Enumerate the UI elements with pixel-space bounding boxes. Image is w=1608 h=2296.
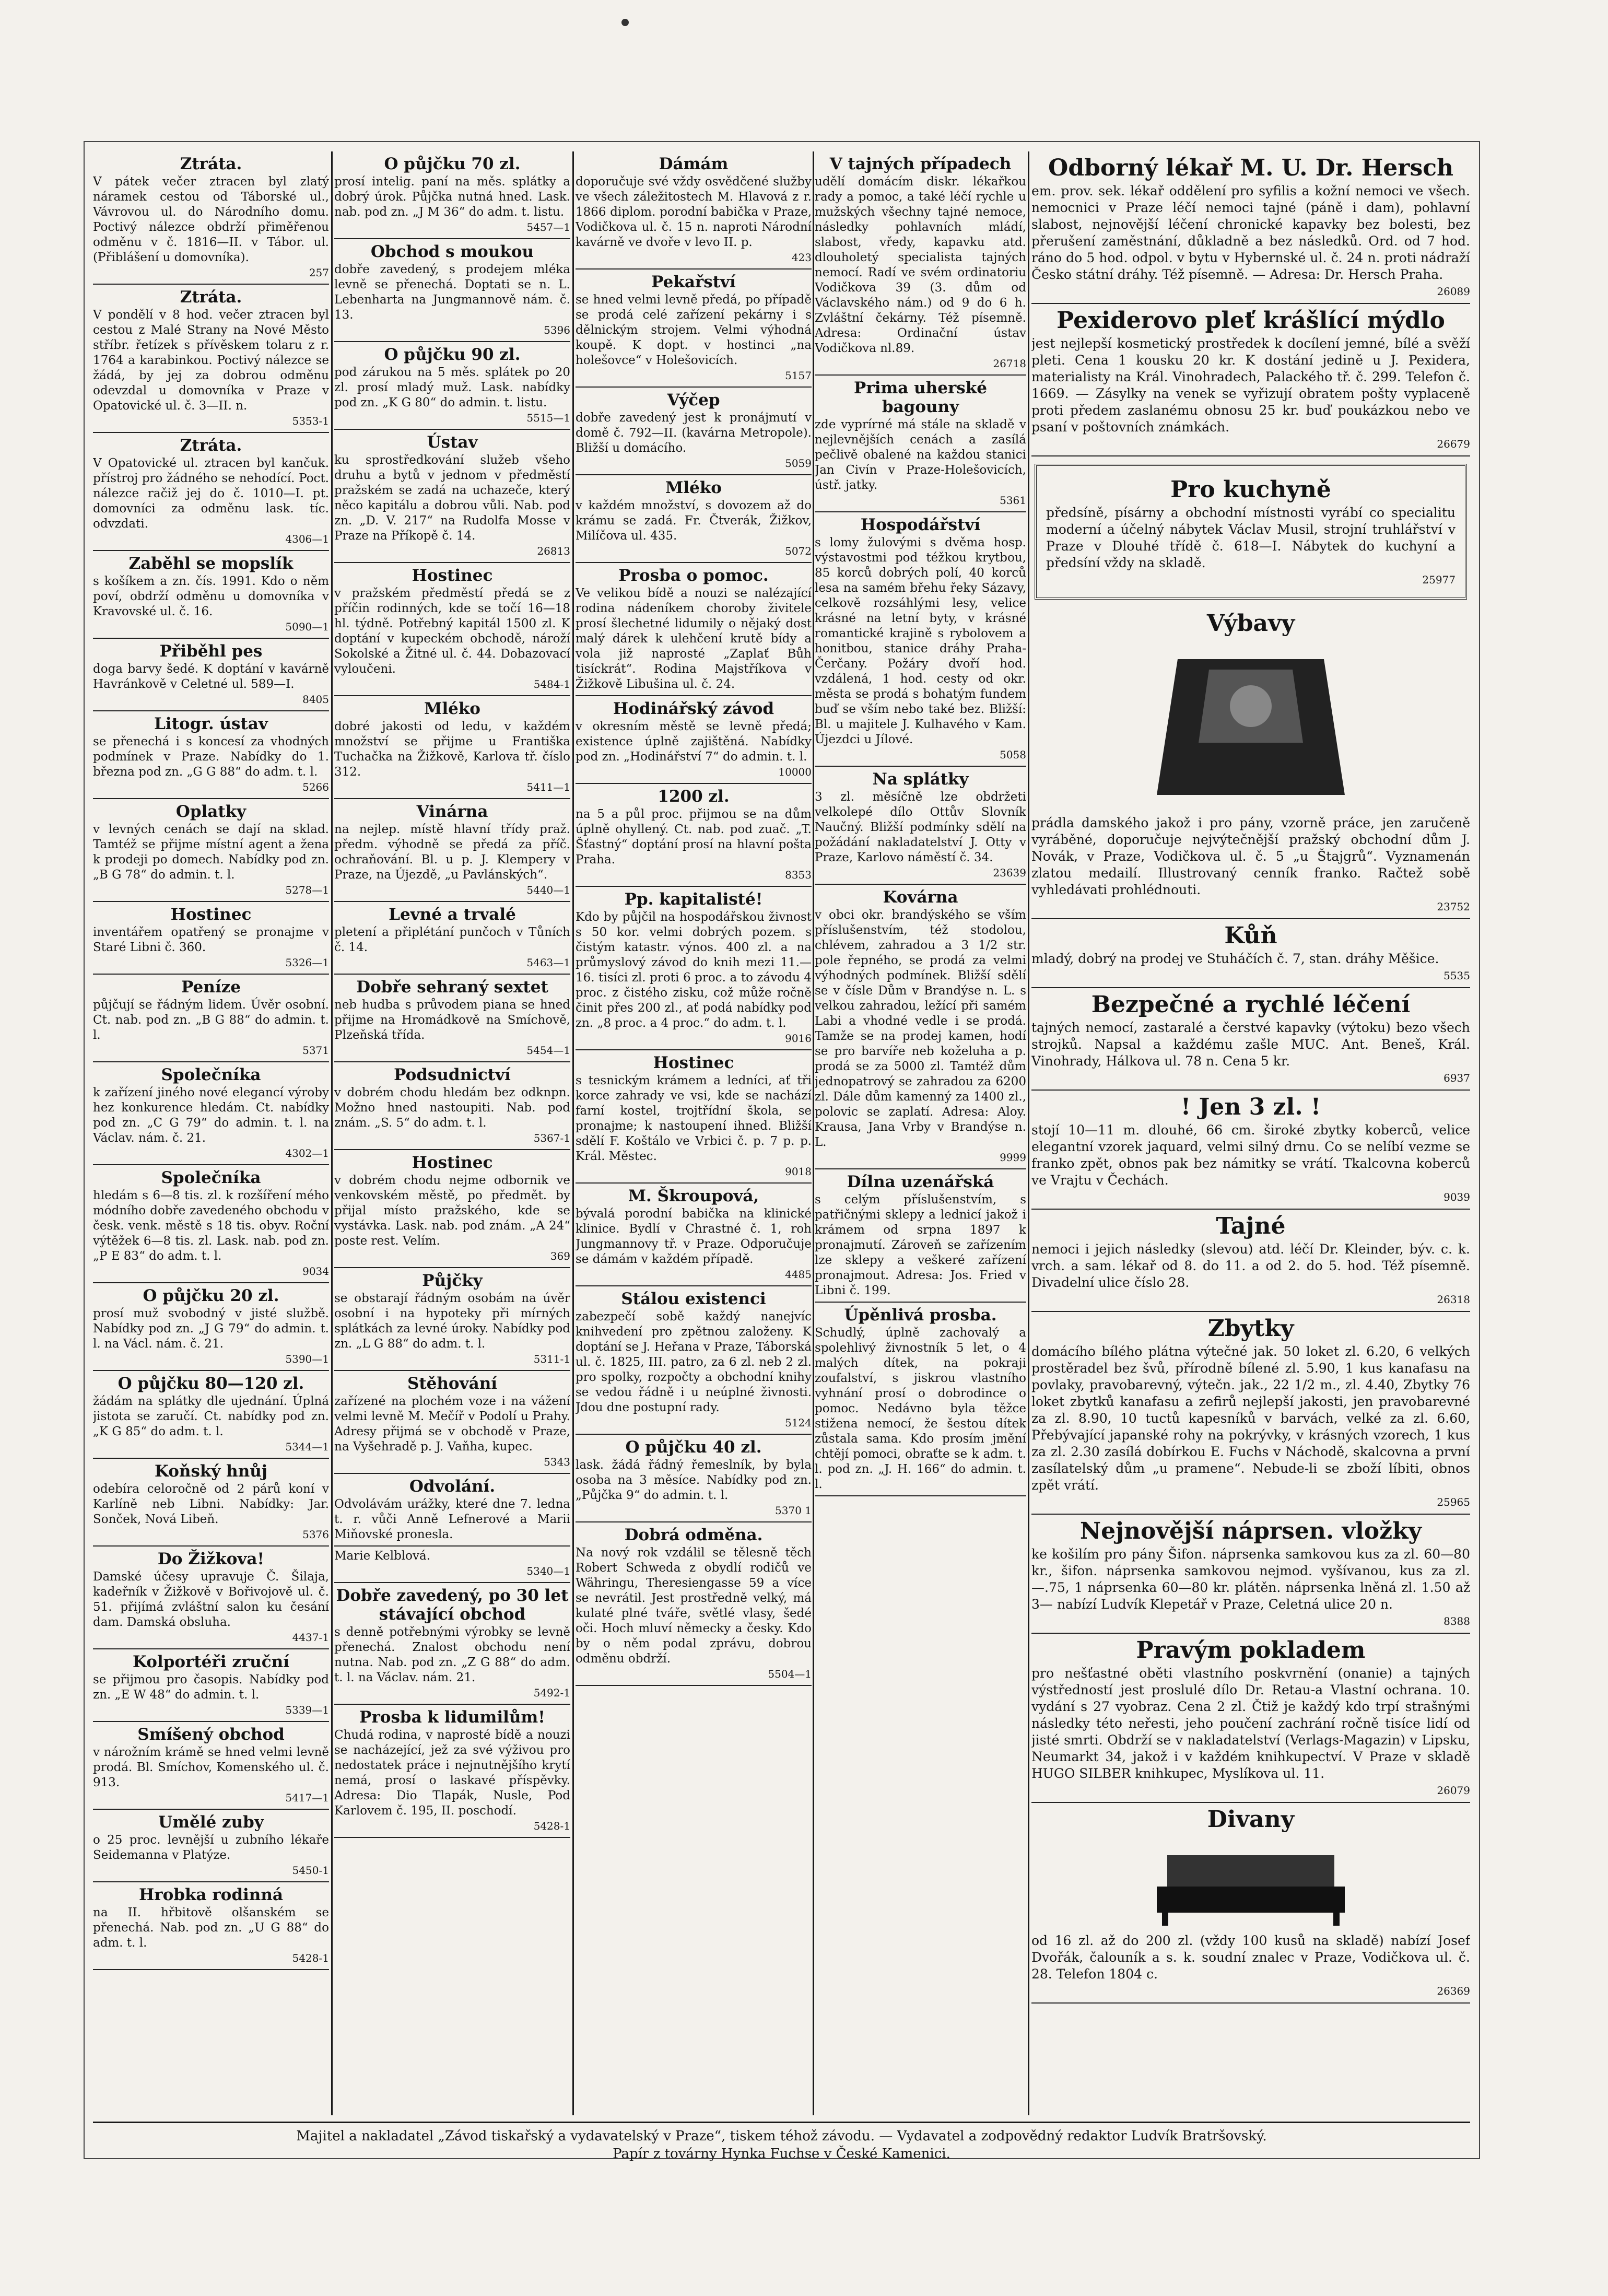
ad-text: 3 zl. měsíčně lze obdržeti velkolepé dílo Ottův Slovník Naučný. Bližší podmínky sdělí na požádání nakladatelství J. Otty v Praze, Karlovo náměstí č. 34.: [815, 790, 1026, 864]
ad-title: Pravým pokladem: [1136, 1637, 1366, 1664]
classified-ad: [576, 1286, 812, 1435]
ad-text: V Opatovické ul. ztracen byl kančuk. přístroj pro žádného se nehodící. Poct. nálezce račiž jej do č. 1010—I. pt. domovníci za odměnu lask. tíc. odvzdati.: [93, 456, 329, 531]
classified-ad: [334, 975, 570, 1062]
classified-ad: [93, 902, 329, 975]
ad-number: 4306—1: [285, 533, 329, 545]
ad-number: 5361: [1000, 494, 1026, 507]
classified-ad: [334, 1705, 570, 1838]
ad-title: Prima uherské bagouny: [854, 379, 987, 416]
ad-number: 5157: [785, 369, 812, 382]
ad-text: v každém množství, s dovozem až do krámu se zadá. Fr. Čtverák, Žižkov, Milíčova ul. 435.: [576, 499, 812, 543]
ad-title: Zbytky: [1207, 1315, 1294, 1342]
ad-title: Pexiderovo pleť krášlící mýdlo: [1057, 307, 1445, 334]
lingerie-illustration: [1031, 638, 1470, 811]
classified-ad: [576, 1435, 812, 1522]
ad-text: Na nový rok vzdálil se tělesně těch Robert Schweda z obydlí rodičů ve Währingu, Theresiengasse 59 a více se nevrátil. Jest prostředně velký, má kulaté plné tváře, světlé vlasy, šedé oči. Hoch mluví německy a česky. Kdo by o něm podal zprávu, dobrou odměnu obdrží.: [576, 1546, 812, 1666]
classified-ad: [334, 902, 570, 975]
ad-text: Chudá rodina, v naprosté bídě a nouzi se nacházející, jež za své výživou pro nedostatek práce i nejnutnějšího krytí nemá, prosí o laskavé příspěvky. Adresa: Dio Tlapák, Nusle, Pod Karlovem č. 195, II. poschodí.: [334, 1728, 570, 1818]
ad-text: ku sprostředkování služeb všeho druhu a bytů v jednom v předměstí pražském se zadá na uchazeče, který něco kapitálu a dobrou vůli. Nab. pod zn. „D. V. 217“ na Rudolfa Mosse v Praze na Příkopě č. 14.: [334, 453, 570, 543]
ad-title: Výčep: [667, 391, 720, 409]
ad-title: Stálou existenci: [621, 1290, 766, 1308]
classified-ad: [334, 430, 570, 563]
ad-text: o 25 proc. levnější u zubního lékaře Seidemanna v Platýze.: [93, 1833, 329, 1862]
ad-title: Dámám: [659, 155, 729, 173]
classified-ad: [334, 696, 570, 799]
ad-title: Hostinec: [170, 905, 252, 924]
ad-text: zařízené na plochém voze i na vážení velmi levně M. Mečíř v Podolí u Prahy. Adresy přijmá se v obchodě v Praze, na Vyšehradě p. J. Vaňha, kupec.: [334, 1395, 570, 1454]
ad-number: 26369: [1437, 1985, 1470, 1997]
ad-title: Ztráta.: [180, 155, 242, 173]
classified-ad: [93, 1371, 329, 1459]
ad-title: Hostinec: [412, 1153, 493, 1172]
ad-title: Pro kuchyně: [1170, 476, 1331, 503]
classified-ad: [334, 799, 570, 902]
ad-number: 9016: [785, 1032, 812, 1045]
ad-title: Dílna uzenářská: [847, 1173, 994, 1191]
ad-number: 5344—1: [285, 1440, 329, 1453]
classified-ad: [576, 270, 812, 388]
ad-text: V pátek večer ztracen byl zlatý náramek cestou od Táborské ul., Vávrovou ul. do Národního domu. Poctivý nálezce obdrží přiměřenou odměnu v č. 1816—II. v Tábor. ul. (Přiblášení u domovníka).: [93, 175, 329, 264]
ad-title: Podsudnictví: [394, 1065, 511, 1084]
ad-text: na 5 a půl proc. přijmou se na dům úplně ohyllený. Ct. nab. pod zuač. „T. Šťastný“ doptání prosí na hlavní pošta Praha.: [576, 807, 812, 866]
classified-ad: [334, 342, 570, 430]
ad-text: na II. hřbitově olšanském se přenechá. Nab. pod zn. „U G 88“ do adm. t. l.: [93, 1906, 329, 1950]
classified-ad: [1031, 919, 1470, 988]
ad-text: v okresním městě se levně předá; existence úplně zajištěná. Nabídky pod zn. „Hodinářství 7“ do admin. t. l.: [576, 720, 812, 764]
classified-ad: [93, 433, 329, 551]
ad-text: V pondělí v 8 hod. večer ztracen byl cestou z Malé Strany na Nové Město stříbr. řetízek s přívěskem tolaru z r. 1764 a karabinkou. Poctivý nálezce se žádá, by jej za dobrou odměnu odevzdal u domovníka v Praze v Opatovické ul. č. 3—II. n.: [93, 308, 329, 413]
ad-text: s tesnickým krámem a ledníci, ať tři korce zahrady ve vsi, kde se nachází farní kostel, trojtřídní škola, se pronajme; k nastoupení ihned. Bližší sdělí F. Koštálo ve Vrbici č. p. 7 p. p. Král. Městec.: [576, 1074, 812, 1163]
ad-text: neb hudba s průvodem piana se hned přijme na Hromádkově na Smíchově, Plzeňská třída.: [334, 998, 570, 1042]
ad-title: Odvolání.: [409, 1477, 496, 1496]
ad-number: 5428-1: [292, 1952, 329, 1964]
classified-ad: [93, 1459, 329, 1547]
ad-text: prosí muž svobodný v jisté službě. Nabídky pod zn. „J G 79“ do admin. t. l. na Václ. nám. č. 21.: [93, 1307, 329, 1351]
classified-ad: [1031, 1091, 1470, 1210]
ad-number: 5370 1: [775, 1504, 812, 1517]
ad-title: Stěhování: [407, 1374, 498, 1393]
ad-number: 8388: [1443, 1615, 1470, 1627]
ad-title: Vinárna: [416, 802, 488, 821]
ad-text: v levných cenách se dají na sklad. Tamtéž se přijme místní agent a žena k prodeji po domech. Nabídky pod zn. „B G 78“ do admin. t. l.: [93, 823, 329, 882]
ad-text: nemoci i jejich následky (slevou) atd. léčí Dr. Kleinder, býv. c. k. vrch. a sam. lékař od 8. do 11. a od 2. do 5. hod. Též písemně. Divadelní ulice číslo 28.: [1031, 1241, 1470, 1290]
ad-number: 5266: [302, 781, 329, 793]
ad-number: 5343: [544, 1456, 570, 1468]
ad-text: Kdo by půjčil na hospodářskou živnost s 50 kor. velmi dobrých pozem. s čistým katastr. výnos. 400 zl. a na průmyslový závod do knih mezi 11.—16. tisíci zl. proti 6 proc. a to závodu 4 proc. z čistého zisku, což může ročně činit přes 200 zl., ať podá nabídky pod zn. „8 proc. a 4 proc.“ do adm. t. l.: [576, 910, 812, 1030]
ad-title: Ústav: [427, 433, 478, 452]
ad-title: Oplatky: [175, 802, 247, 821]
ad-text: dobře zavedený, s prodejem mléka levně se přenechá. Doptati se n. L. Lebenharta na Jungmannově nám. č. 13.: [334, 263, 570, 322]
ad-text: půjčují se řádným lidem. Úvěr osobní. Ct. nab. pod zn. „B G 88“ do admin. t. l.: [93, 998, 329, 1042]
ad-text: pletení a připlétání punčoch v Tůních č. 14.: [334, 926, 570, 954]
ad-text: ke košilím pro pány Šifon. náprsenka samkovou kus za zl. 60—80 kr., šifon. náprsenka samkovou nejmod. vyšívanou, kus za zl. —.75, 1 náprsenka 60—80 kr. plátěn. náprsenka lněná zl. 1.50 až 3— nabízí Ludvík Klepetář v Praze, Celetná ulice 20 n.: [1031, 1547, 1470, 1612]
ad-title: Odborný lékař M. U. Dr. Hersch: [1048, 155, 1453, 181]
ad-number: 4302—1: [285, 1147, 329, 1159]
ad-number: 5124: [785, 1416, 812, 1429]
classified-ad: [576, 887, 812, 1050]
classified-ad: [1031, 988, 1470, 1091]
ad-title: Kůň: [1224, 922, 1277, 949]
ad-title: O půjčku 40 zl.: [625, 1438, 762, 1457]
ad-number: 5090—1: [285, 620, 329, 633]
ad-title: Prosba o pomoc.: [618, 566, 769, 585]
ad-title: Pekařství: [651, 273, 736, 291]
ad-text: Damské účesy upravuje Č. Šilaja, kadeřník v Žižkově v Bořivojově ul. č. 51. přijímá zvláštní salon ku česání dam. Damská obsluha.: [93, 1570, 329, 1629]
ad-number: 5396: [544, 324, 570, 336]
classified-ad: [1031, 1312, 1470, 1515]
ad-number: 5376: [302, 1528, 329, 1541]
ad-text: Schudlý, úplně zachovalý a spolehlivý živnostník 5 let, o 4 malých dítek, na pokraji zoufalství, s jiskrou vlastního vyhnání prosí o dobrodince o pomoc. Nedávno byla těžce stižena nemocí, že šestou dítek zůstala sama. Kdo prosím jmění chtějí pomoci, obraťte se k adm. t. l. pod zn. „J. H. 166“ do admin. t. l.: [815, 1326, 1026, 1491]
ad-title: Litogr. ústav: [154, 714, 268, 733]
ad-number: 9039: [1443, 1191, 1470, 1203]
ad-title: Do Žižkova!: [157, 1550, 265, 1568]
ad-text: odebíra celoročně od 2 párů koní v Karlíně neb Libni. Nabídky: Jar. Sonček, Nová Libeň.: [93, 1482, 329, 1526]
ad-number: 5367-1: [533, 1132, 570, 1144]
classified-ad: [93, 639, 329, 711]
column-4: [815, 151, 1026, 2115]
classified-ad: [576, 475, 812, 563]
ad-number: 5515—1: [526, 412, 570, 424]
ad-text: lask. žádá řádný řemeslník, by byla osoba na 3 měsíce. Nabídky pod zn. „Půjčka 9“ do admin. t. l.: [576, 1458, 812, 1502]
classified-ad: [93, 1165, 329, 1283]
classified-ad: [334, 1268, 570, 1371]
classified-ad: [334, 563, 570, 696]
ad-number: 5457—1: [526, 221, 570, 233]
ad-text: pro nešťastné oběti vlastního poskvrnění (onanie) a tajných výstředností jest proslulé dílo Dr. Retau-a Vlastní ochrana. 10. vydání s 27 vyobraz. Cena 2 zl. Čtiž je každý kdo trpí strašnými následky této neřesti, jeho poučení zachrání ročně tisíce lidí od jisté smrti. Obdrží se v nakladatelství (Verlags-Magazin) v Lipsku, Neumarkt 34, jakož i v každém knihkupectví. V Praze v skladě HUGO SILBER knihkupec, Myslíkova ul. 11.: [1031, 1666, 1470, 1781]
ad-title: V tajných případech: [829, 155, 1012, 173]
classified-ad: [334, 151, 570, 239]
page-dot: [621, 19, 629, 26]
classified-ad: [815, 376, 1026, 512]
ad-title: Obchod s moukou: [370, 242, 534, 261]
classified-ad: [576, 784, 812, 887]
ad-title: Kovárna: [883, 888, 958, 907]
ad-text: v dobrém chodu nejme odbornik ve venkovském městě, po předmět. by přijal místo pražského, kde se vystávka. Lask. nab. pod znám. „A 24“ poste rest. Velím.: [334, 1174, 570, 1248]
ad-title: O půjčku 70 zl.: [384, 155, 521, 173]
ad-text: k zařízení jiného nové elegancí výroby hez konkurence hledám. Ct. nabídky pod zn. „C G 79“ do admin. t. l. na Václav. nám. č. 21.: [93, 1086, 329, 1145]
ad-text: hledám s 6—8 tis. zl. k rozšíření mého módního dobře zavedeného obchodu v česk. venk. městě s 18 tis. obyv. Roční výtěžek 6—8 tis. zl. Lask. nab. pod zn. „P E 83“ do adm. t. l.: [93, 1189, 329, 1263]
ad-number: 23752: [1437, 900, 1470, 913]
ad-title: Dobrá odměna.: [624, 1526, 763, 1544]
classified-ad: [1031, 1515, 1470, 1634]
ad-text: Marie Kelblová.: [334, 1549, 431, 1563]
ad-text: v dobrém chodu hledám bez odknpn. Možno hned nastoupiti. Nab. pod znám. „S. 5“ do adm. t. l.: [334, 1086, 570, 1130]
ad-title: Přiběhl pes: [159, 642, 263, 661]
ad-number: 9034: [302, 1265, 329, 1278]
ad-text: s lomy žulovými s dvěma hosp. výstavostmi pod téžkou krytbou, 85 korců dobrých polí, 40 korců lesa na samém břehu řeky Sázavy, celkově rozsáhlými lesy, velice krásné na letní byty, v krásné romantické krajině s rybolovem a honitbou, stanice dráhy Praha-Čerčany. Požáry dvoří hod. vzdálená, 1 hod. cesty od okr. města se prodá s bohatým fundem buď se vším nebo také bez. Bližší: Bl. u majitele J. Kulhavého v Kam. Újezdci u Jílové.: [815, 536, 1026, 746]
ad-title: ! Jen 3 zl. !: [1180, 1094, 1321, 1120]
column-2: [334, 151, 570, 2115]
ad-title: Na splátky: [872, 770, 969, 789]
classified-ad: [576, 1522, 812, 1686]
ad-number: 5411—1: [526, 781, 570, 793]
classified-ad: [334, 1474, 570, 1547]
ad-number: 5390—1: [285, 1353, 329, 1365]
ad-number: 257: [309, 266, 329, 279]
ad-number: 5535: [1443, 969, 1470, 982]
ad-title: Hodinářský závod: [613, 699, 774, 718]
ad-title: Společníka: [161, 1065, 261, 1084]
classified-ad: [93, 1722, 329, 1810]
ad-number: 9018: [785, 1165, 812, 1178]
ad-title: Zaběhl se mopslík: [128, 554, 294, 573]
ad-number: 5326—1: [285, 956, 329, 969]
ad-title: O půjčku 20 zl.: [143, 1286, 279, 1305]
column-rule: [1028, 151, 1029, 2115]
ad-title: Dobře sehraný sextet: [356, 978, 548, 997]
column-rule: [331, 151, 333, 2115]
classified-ad: [334, 1371, 570, 1474]
ad-title: Úpěnlivá prosba.: [844, 1306, 997, 1325]
ad-number: 5072: [785, 545, 812, 557]
paper-line: Papír z továrny Hynka Fuchse v České Kamenici.: [613, 2146, 950, 2162]
ad-number: 8353: [785, 869, 812, 881]
ad-number: 26318: [1437, 1293, 1470, 1306]
classified-ad: [334, 239, 570, 342]
ad-text: v obci okr. brandýského se vším příslušenstvím, též stodolou, chlévem, zahradou a 3 1/2 str. pole řepného, se prodá za velmi výhodných podmínek. Bližší sdělí se v čísle Dům v Brandýse n. L. s velkou zahradou, ležící při samém Labi a vhodné vedle i se prodá. Tamže se na prodej kamen, hodí se pro barvíře neb koželuha a p. prodá se za 5000 zl. Tamtéž dům jednopatrový se zahradou za 6200 zl. Dále dům kamenný za 1400 zl., polovic se zaplatí. Adresa: Aloy. Krausa, Jana Vrby v Brandýse n. L.: [815, 908, 1026, 1149]
classified-ad: [334, 1150, 570, 1268]
ad-number: 5417—1: [285, 1791, 329, 1804]
ad-title: Peníze: [181, 978, 241, 997]
ad-text: mladý, dobrý na prodej ve Stuháčích č. 7, stan. dráhy Měšice.: [1031, 951, 1439, 966]
ad-number: 26079: [1437, 1784, 1470, 1797]
ad-number: 5058: [1000, 748, 1026, 761]
ad-text: s denně potřebnými výrobky se levně přenechá. Znalost obchodu není nutna. Nab. pod zn. „Z G 88“ do adm. t. l. na Václav. nám. 21.: [334, 1625, 570, 1684]
ad-text: prosí intelig. paní na měs. splátky a dobrý úrok. Půjčka nutná hned. Lask. nab. pod zn. „J M 36“ do adm. t. listu.: [334, 175, 570, 219]
ad-number: 5339—1: [285, 1704, 329, 1716]
ad-number: 423: [791, 251, 812, 264]
ad-text: doporučuje své vždy osvědčené služby ve všech záležitostech M. Hlavová z r. 1866 diplom. porodní babička v Praze, Vodičkova ul. č. 15 n. naproti Národní kavárně ve dvoře v levo II. p.: [576, 175, 812, 249]
classified-ad: [93, 975, 329, 1062]
classified-ad: [1031, 1803, 1470, 2004]
ad-title: Mléko: [424, 699, 480, 718]
classified-ad: [815, 1169, 1026, 1303]
ad-number: 25977: [1422, 573, 1456, 586]
classified-ad: [334, 1062, 570, 1150]
ad-title: Koňský hnůj: [154, 1462, 268, 1481]
classified-ad: [93, 1810, 329, 1882]
ad-text: inventářem opatřený se pronajme v Staré Libni č. 360.: [93, 926, 329, 954]
classified-ad: [93, 1649, 329, 1722]
column-5: [1031, 151, 1470, 2115]
column-3: [576, 151, 812, 2115]
classified-ad: [1035, 464, 1467, 600]
classified-ad: [815, 151, 1026, 376]
ad-text: udělí domácím diskr. lékařkou rady a pomoc, a také léčí rychle u mužských všechny tajné nemoce, následky pohlavních mládí, slabost, vředy, kapavku atd. dlouholetý specialista tajných nemocí. Radí ve svém ordinatoriu Vodičkova 39 (3. dům od Václavského nám.) od 9 do 6 h. Zvláštní čekárny. Též písemně. Adresa: Ordinační ústav Vodičkova nl.89.: [815, 175, 1026, 355]
ad-title: O půjčku 80—120 zl.: [118, 1374, 304, 1393]
ad-number: 25965: [1437, 1496, 1470, 1508]
classified-ad: [334, 1583, 570, 1705]
ad-text: žádám na splátky dle ujednání. Úplná jistota se zaručí. Ct. nabídky pod zn. „K G 85“ do adm. t. l.: [93, 1395, 329, 1438]
ad-title: Pp. kapitalisté!: [624, 890, 763, 909]
ad-title: Umělé zuby: [158, 1813, 264, 1832]
ad-number: 5340—1: [526, 1565, 570, 1577]
ad-number: 10000: [778, 766, 812, 778]
ad-number: 23639: [993, 866, 1026, 879]
ad-title: Bezpečné a rychlé léčení: [1091, 991, 1411, 1018]
ad-number: 5450-1: [292, 1864, 329, 1877]
ad-title: Dobře zavedený, po 30 let stávající obchod: [336, 1586, 569, 1624]
ad-text: s košíkem a zn. čís. 1991. Kdo o něm poví, obdrží odměnu u domovníka v Kravovské ul. č. 16.: [93, 575, 329, 618]
ad-title: O půjčku 90 zl.: [384, 345, 521, 364]
classified-ad: [576, 151, 812, 270]
ad-number: 5504—1: [768, 1668, 812, 1680]
classified-ad: [576, 696, 812, 784]
ad-number: 5353-1: [292, 415, 329, 427]
ad-number: 26813: [537, 545, 570, 557]
ad-title: Společníka: [161, 1168, 261, 1187]
classified-ad: [1031, 607, 1470, 919]
ad-number: 5492-1: [533, 1686, 570, 1699]
classified-ad: [1031, 151, 1470, 304]
ad-title: Levné a trvalé: [389, 905, 516, 924]
classified-ad: [576, 1184, 812, 1286]
ad-text: na nejlep. místě hlavní třídy praž. předm. výhodně se předá za příč. ochraňování. Bl. u p. J. Klempery v Praze, na Újezdě, „u Pavlánských“.: [334, 823, 570, 882]
ad-title: Tajné: [1216, 1213, 1286, 1239]
ad-text: domácího bílého plátna výtečné jak. 50 loket zl. 6.20, 6 velkých prostěradel bez švů, přírodně bílené zl. 5.90, 1 kus kanafasu na povlaky, pravobarevný, výtečn. jak., 22 1/2 m., zl. 4.40, Zbytky 76 loket zbytků kanafasu a zefirů nejlepší jakosti, jen pravobarevné za zl. 8.90, 10 tuctů kapesníků v barvách, velké za zl. 6.60, Přebývající japanské rohy na pokrývky, v krásných vzorech, 1 kus za zl. 2.30 zasílá dobírkou E. Fuchs v Náchodě, skalcovna a první zasílatelský dům „u pramene“. Nebude-li se zboží líbiti, obnos zpět vrátí.: [1031, 1344, 1470, 1493]
classified-ad: [576, 388, 812, 475]
ad-text: se přijmou pro časopis. Nabídky pod zn. „E W 48“ do admin. t. l.: [93, 1673, 329, 1702]
classified-ad: [93, 551, 329, 639]
ad-number: 5463—1: [526, 956, 570, 969]
ad-number: 5440—1: [526, 884, 570, 896]
column-rule: [813, 151, 814, 2115]
ad-number: 5371: [302, 1044, 329, 1057]
classified-ad: [93, 711, 329, 799]
classified-ad: [93, 1062, 329, 1165]
ad-text: v nárožním krámě se hned velmi levně prodá. Bl. Smíchov, Komenského ul. č. 913.: [93, 1746, 329, 1789]
ad-title: Hostinec: [653, 1053, 734, 1072]
classified-ad: [93, 1283, 329, 1371]
page-footer: [93, 2122, 1470, 2163]
ad-number: 5484-1: [533, 678, 570, 690]
ad-text: Ve velikou bídě a nouzi se nalézající rodina nádeníkem choroby živitele prosí šlechetné lidumily o nějaký dost malý dárek k ulehčení krutě bídy a vola již naprosté „Zaplať Bůh tisíckrát“. Rodina Majstříkova v Žižkově Libušina ul. č. 24.: [576, 587, 812, 691]
column-1: [93, 151, 329, 2115]
classified-ad: [1031, 1210, 1470, 1312]
ad-text: dobře zavedený jest k pronájmutí v domě č. 792—II. (kavárna Metropole). Bližší u domácího.: [576, 411, 812, 455]
column-rule: [572, 151, 574, 2115]
classified-ad: [1031, 1634, 1470, 1803]
classified-ad: [815, 767, 1026, 885]
ad-text: jest nejlepší kosmetický prostředek k docílení jemné, bílé a svěží pleti. Cena 1 kousku 20 kr. K dostání jedině u J. Pexidera, materialisty na Král. Vinohradech, Palackého tř. č. 299. Telefon č. 1669. — Zásylky na venek se vyřizují obratem pošty vyplaceně proti předem zaslanému obnosu 25 kr. buď poukázkou nebo ve psaní v poštovních známkách.: [1031, 336, 1470, 435]
publisher-line: Majitel a nakladatel „Závod tiskařský a vydavatelský v Praze“, tiskem téhož závodu. — Vydavatel a zodpovědný redaktor Ludvík Bratršovský.: [296, 2128, 1267, 2144]
ad-number: 369: [550, 1250, 570, 1262]
classified-ad: [93, 1547, 329, 1649]
ad-text: zde vyprírné má stále na skladě v nejlevnějších cenách a zasílá pečlivě obalené na každou stanici Jan Civín v Praze-Holešovicích, ústř. jatky.: [815, 418, 1026, 492]
ad-number: 5428-1: [533, 1820, 570, 1832]
ad-text: bývalá porodní babička na klinické klinice. Bydlí v Chrastné č. 1, roh Jungmannovy tř. v Praze. Odporučuje se dámám v každém případě.: [576, 1207, 812, 1266]
ad-number: 5278—1: [285, 884, 329, 896]
ad-text: se přenechá i s koncesí za vhodných podmínek v Praze. Nabídky do 1. března pod zn. „G G 88“ do adm. t. l.: [93, 735, 329, 779]
ad-title: M. Škroupová,: [628, 1187, 759, 1205]
ad-title: Ztráta.: [180, 436, 242, 455]
ad-title: Hostinec: [412, 566, 493, 585]
ad-text: doga barvy šedé. K doptání v kavárně Havránkově v Celetné ul. 589—I.: [93, 662, 329, 691]
classified-ad: [334, 1547, 570, 1583]
ad-number: 26679: [1437, 438, 1470, 450]
ad-text: prádla damského jakož i pro pány, vzorně práce, jen zaručeně vyráběné, doporučuje nejvýtečnější pražský obchodní dům J. Novák, v Praze, Vodičkova ul. č. 5 „u Štajgrů“. Vyznamenán zlatou medailí. Illustrovaný cenník franko. Račtež sobě vyhledávati prohlédnouti.: [1031, 815, 1470, 897]
ad-number: 5454—1: [526, 1044, 570, 1057]
ad-number: 6937: [1443, 1072, 1470, 1084]
classified-ad: [815, 512, 1026, 767]
ad-text: em. prov. sek. lékař oddělení pro syfilis a kožní nemoci ve všech. nemocnici v Praze léčí nemoci tajné (páně i dam), pohlavní slabost, nejnovější léčení chronické kapavky bez bolesti, bez přerušení zaměstnání, důkladně a bez následků. Ord. od 7 hod. ráno do 5 hod. odpol. v bytu v Hybernské ul. č. 24 n. proti nádraží Česko státní dráhy. Též písemně. — Adresa: Dr. Hersch Praha.: [1031, 183, 1470, 282]
classified-ad: [815, 1303, 1026, 1496]
ad-number: 4437-1: [292, 1631, 329, 1644]
ad-number: 26718: [993, 357, 1026, 370]
classified-ad: [93, 799, 329, 902]
ad-title: Hospodářství: [860, 516, 981, 534]
ad-title: Výbavy: [1206, 610, 1295, 637]
ad-title: Prosba k lidumilům!: [359, 1708, 545, 1727]
classified-ad: [576, 1050, 812, 1184]
sofa-illustration: [1031, 1834, 1470, 1928]
ad-title: 1200 zl.: [658, 787, 730, 806]
ad-text: tajných nemocí, zastaralé a čerstvé kapavky (výtoku) bezo všech strojků. Napsal a každému zašle MUC. Ant. Beneš, Král. Vinohrady, Hálkova ul. 78 n. Cena 5 kr.: [1031, 1020, 1470, 1069]
ad-title: Smíšený obchod: [137, 1725, 285, 1744]
ad-text: se obstarají řádným osobám na úvěr osobní i na hypoteky při mírných splátkách za levné úroky. Nabídky pod zn. „L G 88“ do adm. t. l.: [334, 1292, 570, 1351]
ad-title: Kolportéři zruční: [132, 1653, 289, 1671]
ad-text: zabezpečí sobě každý nanejvíc knihvedení pro zpětnou založeny. K doptání se J. Heřana v Praze, Táborská ul. č. 1825, III. patro, za 6 zl. neb 2 zl. pro spolky, rozpočty a obchodní knihy se vedou řádně i u neúplné živnosti. Jdou dne postupní rady.: [576, 1310, 812, 1414]
ad-title: Půjčky: [422, 1271, 483, 1290]
classified-ad: [93, 151, 329, 285]
ad-number: 5059: [785, 457, 812, 470]
ad-text: se hned velmi levně předá, po případě se prodá celé zařízení pekárny i s dělnickým strojem. Velmi výhodná koupě. K dopt. v hostinci „na holešovce“ v Holešovicích.: [576, 293, 812, 367]
ad-text: předsíně, písárny a obchodní místnosti vyrábí co specialitu moderní a účelný nábytek Václav Musil, strojní truhlářství v Praze v Dlouhé třídě č. 618—I. Nábytek do kuchyní a předsíní vždy na skladě.: [1046, 505, 1456, 570]
ad-text: pod zárukou na 5 měs. splátek po 20 zl. prosí mladý muž. Lask. nabídky pod zn. „K G 80“ do admin. t. listu.: [334, 366, 570, 409]
ad-text: od 16 zl. až do 200 zl. (vždy 100 kusů na skladě) nabízí Josef Dvořák, čalouník a s. k. soudní znalec v Praze, Vodičkova ul. č. 28. Telefon 1804 c.: [1031, 1933, 1470, 1982]
ad-text: dobré jakosti od ledu, v každém množství se přijme u Františka Tuchačka na Žižkově, Karlova tř. číslo 312.: [334, 720, 570, 779]
classified-ad: [93, 1882, 329, 1970]
classified-ad: [1031, 304, 1470, 456]
ad-number: 9999: [1000, 1151, 1026, 1164]
ad-title: Hrobka rodinná: [139, 1885, 283, 1904]
ad-number: 5311-1: [533, 1353, 570, 1365]
ad-number: 26089: [1437, 285, 1470, 298]
ad-title: Divany: [1207, 1806, 1295, 1833]
ad-title: Nejnovější náprsen. vložky: [1079, 1518, 1422, 1544]
ad-number: 4485: [785, 1268, 812, 1281]
classified-ad: [93, 285, 329, 433]
ad-text: s celým příslušenstvím, s patřičnými sklepy a lednicí jakož i krámem od srpna 1897 k pronajmutí. Zároveň se zařízením lze sklepy a veškeré zařízení pronajmout. Adresa: Jos. Fried v Libni č. 199.: [815, 1193, 1026, 1297]
ad-number: 8405: [302, 693, 329, 706]
ad-text: stojí 10—11 m. dlouhé, 66 cm. široké zbytky koberců, velice elegantní vzorek jaquard, velmi silný drnu. Co se nelíbí vezme se franko zpět, obnos pak bez námitky se vrátí. Tkalcovna koberců ve Vrajtu v Čechách.: [1031, 1122, 1470, 1188]
ad-text: v pražském předměstí předá se z příčin rodinných, kde se točí 16—18 hl. týdně. Potřebný kapitál 1500 zl. K doptání v kupeckém obchodě, nároží Sokolské a Žitné ul. č. 44. Dobazovací vyloučeni.: [334, 587, 570, 676]
classified-ad: [576, 563, 812, 696]
ad-title: Mléko: [665, 478, 722, 497]
ad-title: Ztráta.: [180, 288, 242, 307]
ad-text: Odvolávám urážky, které dne 7. ledna t. r. vůči Anně Lefnerové a Marii Miňovské pronesla.: [334, 1497, 570, 1541]
classified-ad: [815, 885, 1026, 1169]
